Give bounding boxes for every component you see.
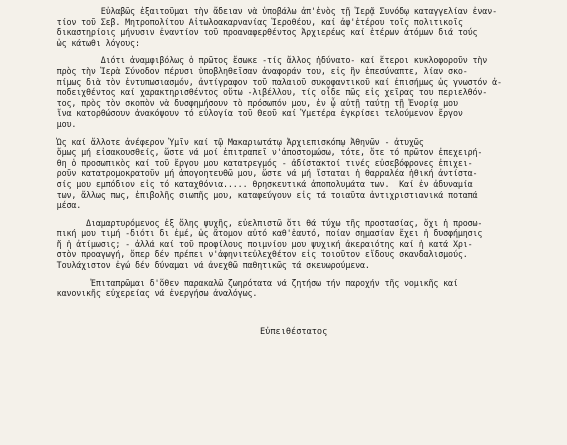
text-line: Ἐπιταπρῶμαι δ'ὅθεν παρακαλῶ ζωηρότατα νά ζητήσω τήν παροχήν τῆς νομικῆς καί	[42, 277, 458, 288]
text-line: τος, πρὸς τὸν σκοπὸν νὰ δυσφημήσουν τὸ πρόσωπόν μου, ἐν ᾧ αὐτῇ ταύτῃ τῇ Ἐνορίᾳ μου	[42, 97, 458, 108]
text-line: θη ὁ προσωπικὸς καί τοῦ ἔργου μου κατατρεγμός - ἀδίστακτοί τινές εὐσεβόφρονες ἐπιχει-	[42, 157, 473, 168]
paragraph-opening	[42, 6, 549, 48]
text-line: κανονικῆς εὐχερείας νά ἐνεργήσω ἀναλόγως.	[42, 288, 258, 299]
text-line: δικαστηρίοις μήνυσιν ἐναντίον τοῦ προαναφερθέντος Ἀρχιερέως καί ἑτέρων ἀτόμων διά τούς	[42, 27, 478, 38]
text-line: τίον τοῦ Σεβ. Μητροπολίτου Αἰτωλοακαρνανίας Ἱεροθέου, καί ἀφ'ἑτέρου τοῖς πολιτικοῖς	[42, 16, 463, 27]
text-line: ροῦν κατατρομοκρατοῦν μή ἀπογοητευθῶ μου, ὥστε νά μή ἴσταται ἡ θαρραλέα ἠθική ἀντίστα-	[42, 168, 478, 179]
paragraph-request	[42, 278, 549, 299]
text-line: μέσα.	[42, 200, 82, 211]
signature-closing: Εὐπειθέστατος	[260, 327, 328, 337]
paragraph-prior-report	[42, 137, 549, 211]
text-line: ποδειχθέντος καί χαρακτηρισθέντος οὕτω -λιβέλλου, τίς οἶδε πῶς εἰς χεῖρας του περιελθόν-	[42, 87, 488, 98]
text-line: ἵνα κατορθώσουν ἀνακόψουν τό εὐλογία τοῦ Θεοῦ καί Ὑμετέρα ἐγκρίσει τελούμενον ἔργον	[42, 108, 463, 119]
text-line: ὡς κάτωθι λόγους:	[42, 37, 140, 48]
text-line: των, ἄλλως πως, ἐπιβολῆς σιωπῆς μου, καταφεύγουν εἰς τά τοιαῦτα ἀντιχριστιανικά ποταπά	[42, 189, 478, 200]
paragraph-reasons	[42, 55, 549, 129]
text-line: Διότι ἀναμφιβόλως ὁ πρῶτος ἔσωκε -τίς ἄλλος ἠδύνατο- καί ἕτεροι κυκλοφοροῦν τὴν	[42, 55, 488, 66]
text-line: στὸν προαγωγή, ὅπερ δέν πρέπει ν'ἀφηνιτεὐλεχθέτον εἰς τοιοῦτον εἴδους σκανδαλισμούς.	[42, 249, 468, 260]
text-line: Διαμαρτυρόμενος ἐξ ὅλης ψυχῆς, εὐελπιστῶ ὅτι θά τύχω τῆς προστασίας, ὄχι ἡ προσω-	[42, 217, 483, 228]
text-line: σίς μου εμπόδιον εἰς τό καταχθόνια..... θρησκευτικά ἀποπολυμάτα των. Καί ἐν ἀδυναμία	[42, 178, 473, 189]
text-line: Τουλάχιστον ἐγώ δέν δύναμαι νά ἀνεχθῶ παθητικῶς τά σκευωρούμενα.	[42, 260, 370, 271]
text-line: ἤ ἡ ἀτίμωσις; - ἀλλά καί τοῦ προφίλους ποιμνίου μου ψυχική ἀκεραιότης καί ἡ κατά Χρι-	[42, 238, 473, 249]
text-line: μου.	[42, 118, 77, 129]
text-line: πίμως διὰ τὸν ἐντυπωσιασμόν, ἀντίγραφον τοῦ παλαιοῦ συκοφαντικοῦ καί ἐπισήμως ὡς γνωστόν ἀ-	[42, 76, 502, 87]
text-line: Εὐλαβῶς ἐξαιτοῦμαι τὴν ἄδειαν νὰ ὑποβάλω ἀπ'ἐνὸς τῇ Ἱερᾷ Συνόδῳ καταγγελίαν ἐναν-	[42, 6, 497, 16]
text-line: ὅμως μή εἰσακουσθείς, ὥστε νά μοί ἐπιτραπεῖ ν'ἀποστομώσω, τότε, ὅτε τό πρῶτον ἐπεχειρή-	[42, 147, 483, 158]
text-line: πρὸς τὴν Ἱερὰ Σύνοδον πέρυσι ὑποβληθεῖσαν ἀναφοράν του, εἰς ἣν ἐπεσύναπτε, λίαν σκο-	[42, 65, 468, 76]
text-line: πική μου τιμή -διότι δι ἐμέ, ὡς ἄτομον αὐτό καθ'ἑαυτό, ποίαν σημασίαν ἔχει ἡ δυσφήμησις	[42, 228, 483, 239]
paragraph-protest	[42, 218, 549, 271]
text-line: Ὡς καί ἄλλοτε ἀνέφερον Ὑμῖν καί τῷ Μακαριωτάτῳ Ἀρχιεπισκόπῳ Ἀθηνῶν - ἀτυχῶς	[42, 136, 424, 147]
